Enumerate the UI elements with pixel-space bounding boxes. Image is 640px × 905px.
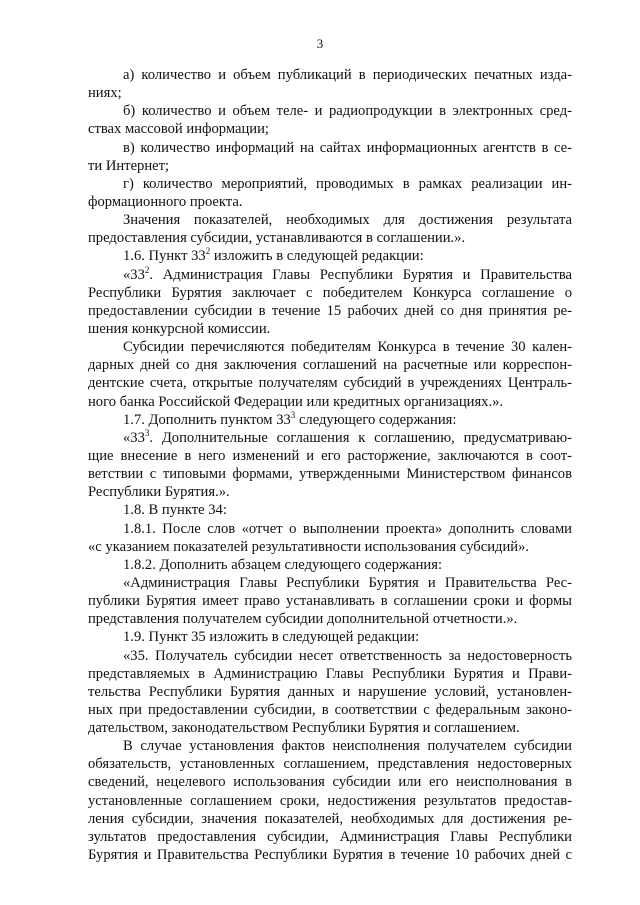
text-line: 1.8.1. После слов «отчет о выполнении проекта» дополнить словами [123, 520, 572, 537]
text-line: 1.8. В пункте 34: [123, 502, 227, 519]
text-line: щие внесение в него изменений и его расторжение, заключаются в соот- [88, 447, 572, 464]
text-line: Республики Бурятия заключает с победителем Конкурса соглашение о [88, 284, 572, 301]
text-line: ного банка Российской Федерации или кредитных организациях.». [88, 393, 504, 410]
text-line: предоставлении субсидии в течение 15 рабочих дней со дня принятия ре- [88, 302, 572, 319]
text-line: б) количество и объем теле- и радиопродукции в электронных сред- [123, 103, 572, 120]
text-line: ниях; [88, 85, 122, 102]
text-line: ления субсидии, значения показателей, необходимых для достижения ре- [88, 810, 572, 827]
text-line: зультатов предоставления субсидии, Администрация Главы Республики [88, 828, 572, 845]
document-body [88, 66, 572, 864]
text-line: Бурятия и Правительства Республики Бурятия в течение 10 рабочих дней с [88, 847, 572, 864]
text-fragment: 1.7. Дополнить пунктом 33 [123, 411, 291, 428]
text-line: предоставления субсидии, устанавливаются в соглашении.». [88, 230, 466, 247]
text-line: В случае установления фактов неисполнения получателем субсидии [123, 738, 572, 755]
text-line: «35. Получатель субсидии несет ответственность за недостоверность [123, 647, 572, 664]
text-fragment: . Дополнительные соглашения к соглашению, предусматриваю- [149, 429, 572, 446]
text-line: представления получателем субсидии дополнительной отчетности.». [88, 611, 518, 628]
text-line: в) количество информаций на сайтах информационных агентств в се- [123, 139, 572, 156]
text-line: дарных дней со дня заключения соглашений на расчетные или корреспон- [88, 357, 572, 374]
text-fragment: 1.6. Пункт 33 [123, 248, 206, 265]
text-line [88, 247, 572, 265]
text-line: тельства Республики Бурятия данных и нарушение условий, установлен- [88, 683, 572, 700]
text-line: установленные соглашением сроки, недостижения результатов предостав- [88, 792, 572, 809]
superscript: 2 [144, 264, 150, 275]
text-line: Субсидии перечисляются победителям Конкурса в течение 30 кален- [123, 339, 572, 356]
superscript: 2 [205, 246, 211, 257]
text-line: «Администрация Главы Республики Бурятия и Правительства Рес- [123, 574, 572, 591]
text-fragment: следующего содержания: [295, 411, 457, 428]
superscript: 3 [290, 409, 296, 420]
text-fragment: «33 [123, 266, 145, 283]
text-line: ных при предоставлении субсидии, в соответствии с федеральным законо- [88, 701, 572, 718]
text-fragment: изложить в следующей редакции: [210, 248, 424, 265]
text-line [88, 429, 572, 447]
text-line: сведений, нецелевого использования субсидии или его неисполнования в [88, 774, 572, 791]
text-line: дательством, законодательством Республики Бурятия и соглашением. [88, 720, 520, 737]
text-line: публики Бурятия имеет право устанавливать в соглашении сроки и формы [88, 593, 572, 610]
text-line: Республики Бурятия.». [88, 484, 230, 501]
text-line: 1.9. Пункт 35 изложить в следующей редакции: [123, 629, 420, 646]
text-line: Значения показателей, необходимых для достижения результата [123, 212, 572, 229]
text-line: дентские счета, открытые получателям субсидий в учреждениях Централь- [88, 375, 572, 392]
text-line: ствах массовой информации; [88, 121, 269, 138]
text-line: формационного проекта. [88, 193, 243, 210]
text-line: ветствии с типовыми формами, утвержденными Министерством финансов [88, 466, 572, 483]
text-line [88, 266, 572, 284]
text-line: обязательств, установленных соглашением, представления недостоверных [88, 756, 572, 773]
text-fragment: «33 [123, 429, 145, 446]
text-line: а) количество и объем публикаций в периодических печатных изда- [123, 67, 572, 83]
page-number: 3 [316, 36, 324, 51]
text-line: представляемых в Администрацию Главы Республики Бурятия и Прави- [88, 665, 572, 682]
text-line: шения конкурсной комиссии. [88, 320, 271, 337]
text-line [88, 411, 572, 429]
superscript: 3 [144, 427, 150, 438]
text-fragment: . Администрация Главы Республики Бурятия и Правительства [149, 266, 572, 283]
text-line: ти Интернет; [88, 157, 170, 174]
text-line: г) количество мероприятий, проводимых в рамках реализации ин- [123, 175, 572, 192]
text-line: 1.8.2. Дополнить абзацем следующего содержания: [123, 556, 443, 573]
text-line: «с указанием показателей результативности использования субсидий». [88, 538, 530, 555]
